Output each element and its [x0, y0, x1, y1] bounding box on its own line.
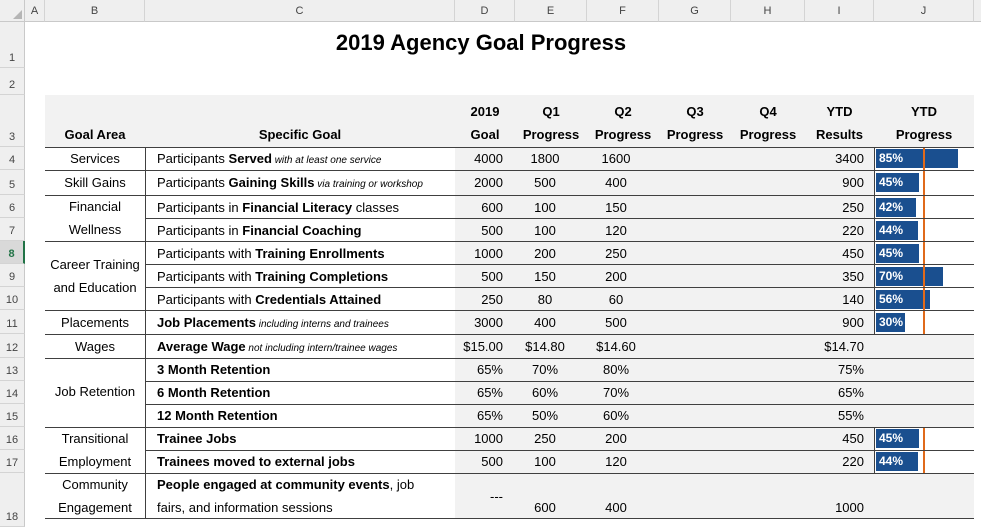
border-row-3: [145, 381, 974, 382]
cell-r15-q1[interactable]: 50%: [531, 408, 559, 423]
progress-label-r8: 45%: [879, 246, 904, 260]
cell-r14-goal[interactable]: 65%: [476, 385, 503, 400]
goal-bold-text: People engaged at community events: [157, 477, 390, 492]
cell-r13-q1[interactable]: 70%: [531, 362, 559, 377]
header-q1[interactable]: Q1: [542, 104, 560, 119]
goal-note: not including intern/trainee wages: [245, 343, 398, 354]
border-group-7: [45, 473, 974, 474]
border-header-bottom: [45, 147, 974, 148]
border-row-0: [145, 218, 974, 219]
header-q4[interactable]: Q4: [759, 104, 777, 119]
goal-bold-text: Average Wage: [157, 339, 246, 354]
column-header-f[interactable]: F: [587, 0, 659, 22]
header-ytd-progress[interactable]: Progress: [895, 127, 953, 142]
area-job-retention[interactable]: Job Retention: [54, 384, 136, 399]
row-header-4[interactable]: 4: [0, 147, 25, 170]
border-area-right: [145, 147, 146, 518]
cell-r11-goal[interactable]: 3000: [474, 315, 503, 330]
cell-r5-goal[interactable]: 2000: [474, 175, 503, 190]
area-transitional[interactable]: Transitional: [61, 431, 129, 446]
cell-r7-ytd[interactable]: 220: [842, 223, 864, 238]
row-header-9[interactable]: 9: [0, 264, 25, 287]
column-header-h[interactable]: H: [731, 0, 805, 22]
cell-r7-q1[interactable]: 100: [534, 223, 556, 238]
column-header-i[interactable]: I: [805, 0, 874, 22]
cell-r4-q2[interactable]: 1600: [601, 151, 631, 166]
progress-label-r16: 45%: [879, 431, 904, 445]
cell-r9-q2[interactable]: 200: [605, 269, 627, 284]
goal-community-events-line2[interactable]: fairs, and information sessions: [157, 500, 333, 515]
goal-text: Participants in: [157, 223, 243, 238]
goal-financial-coaching[interactable]: [157, 219, 361, 242]
goal-job-placements[interactable]: [157, 311, 389, 336]
area-financial[interactable]: Financial: [68, 199, 122, 214]
cell-r9-ytd[interactable]: 350: [842, 269, 864, 284]
goal-trainee-jobs[interactable]: Trainee Jobs: [157, 431, 237, 446]
goal-bold-text: Financial Coaching: [242, 223, 362, 238]
border-group-2: [45, 241, 974, 242]
row-header-14[interactable]: 14: [0, 381, 25, 404]
border-row-5: [145, 450, 974, 451]
column-header-b[interactable]: B: [45, 0, 145, 22]
goal-bold-text: Served: [228, 151, 272, 166]
cell-r5-q2[interactable]: 400: [605, 175, 627, 190]
column-header-j[interactable]: J: [874, 0, 974, 22]
progress-label-r11: 30%: [879, 315, 904, 329]
area-skill-gains[interactable]: Skill Gains: [64, 175, 126, 190]
header-goal-year[interactable]: 2019: [470, 104, 500, 119]
goal-3-month-retention[interactable]: 3 Month Retention: [157, 362, 271, 377]
goal-bold-text: Gaining Skills: [228, 175, 315, 190]
row-header-15[interactable]: 15: [0, 404, 25, 427]
cell-r8-q1[interactable]: 200: [534, 246, 556, 261]
cell-r18-q1[interactable]: 600: [534, 500, 556, 515]
cell-r17-goal[interactable]: 500: [481, 454, 503, 469]
column-header-d[interactable]: D: [455, 0, 515, 22]
goal-text-suffix: , job: [389, 477, 415, 492]
area-engagement[interactable]: Engagement: [58, 500, 132, 515]
goal-text: Participants with: [157, 292, 256, 307]
area-career-training[interactable]: Career Training: [50, 257, 140, 272]
row-header-10[interactable]: 10: [0, 287, 25, 310]
cell-r14-q1[interactable]: 60%: [531, 385, 559, 400]
progress-label-r5: 45%: [879, 175, 904, 189]
cell-r7-q2[interactable]: 120: [605, 223, 627, 238]
header-ytd-results[interactable]: Results: [816, 127, 863, 142]
goal-text-suffix: classes: [352, 200, 400, 215]
column-header-g[interactable]: G: [659, 0, 731, 22]
column-header-e[interactable]: E: [515, 0, 587, 22]
cell-r15-ytd[interactable]: 55%: [837, 408, 864, 423]
goal-bold-text: Training Enrollments: [255, 246, 385, 261]
cell-r18-q2[interactable]: 400: [605, 500, 627, 515]
cell-r15-q2[interactable]: 60%: [602, 408, 630, 423]
cell-r8-goal[interactable]: 1000: [474, 246, 503, 261]
goal-bold-text: Training Completions: [255, 269, 389, 284]
area-and-education[interactable]: and Education: [53, 280, 137, 295]
cell-r11-q2[interactable]: 500: [605, 315, 627, 330]
area-services[interactable]: Services: [70, 151, 120, 166]
goal-community-events[interactable]: [157, 473, 414, 496]
goal-financial-literacy[interactable]: [157, 196, 399, 219]
cell-r10-q1[interactable]: 80: [537, 292, 553, 307]
cell-r18-goal[interactable]: ---: [490, 489, 503, 504]
area-wellness[interactable]: Wellness: [68, 222, 122, 237]
border-group-6: [45, 427, 974, 428]
goal-bold-text: Job Placements: [157, 315, 256, 330]
goal-text: Participants in: [157, 200, 243, 215]
cell-r9-q1[interactable]: 150: [534, 269, 556, 284]
cell-r7-goal[interactable]: 500: [481, 223, 503, 238]
border-group-3: [45, 310, 974, 311]
header-q3[interactable]: Q3: [686, 104, 704, 119]
cell-r9-goal[interactable]: 500: [481, 269, 503, 284]
goal-text: Participants: [157, 175, 229, 190]
border-row-2: [145, 287, 974, 288]
goal-12-month-retention[interactable]: 12 Month Retention: [157, 408, 278, 423]
progress-label-r7: 44%: [879, 223, 904, 237]
row-header-2[interactable]: 2: [0, 68, 25, 95]
goal-note: via training or workshop: [314, 179, 423, 190]
cell-r14-ytd[interactable]: 65%: [837, 385, 864, 400]
cell-r6-q2[interactable]: 150: [605, 200, 627, 215]
cell-r13-ytd[interactable]: 75%: [837, 362, 864, 377]
progress-label-r4: 85%: [879, 151, 904, 165]
cell-r14-q2[interactable]: 70%: [602, 385, 630, 400]
goal-note: with at least one service: [271, 155, 382, 166]
goal-credentials-attained[interactable]: [157, 288, 381, 311]
header-q1-progress[interactable]: Progress: [522, 127, 580, 142]
cell-r4-ytd[interactable]: 3400: [835, 151, 864, 166]
area-placements[interactable]: Placements: [61, 315, 129, 330]
row-header-7[interactable]: 7: [0, 218, 25, 241]
goal-text: Participants with: [157, 246, 256, 261]
goal-bold-text: Credentials Attained: [255, 292, 382, 307]
cell-r11-ytd[interactable]: 900: [842, 315, 864, 330]
area-wages[interactable]: Wages: [75, 339, 115, 354]
cell-r5-q1[interactable]: 500: [534, 175, 556, 190]
header-q3-progress[interactable]: Progress: [666, 127, 724, 142]
border-group-5: [45, 358, 974, 359]
row-header-1[interactable]: 1: [0, 22, 25, 68]
cell-r8-ytd[interactable]: 450: [842, 246, 864, 261]
cell-r12-q1[interactable]: $14.80: [525, 339, 565, 354]
cell-r4-goal[interactable]: 4000: [474, 151, 503, 166]
cell-r15-goal[interactable]: 65%: [476, 408, 503, 423]
goal-average-wage[interactable]: [157, 335, 397, 360]
cell-r13-goal[interactable]: 65%: [476, 362, 503, 377]
cell-r5-ytd[interactable]: 900: [842, 175, 864, 190]
area-employment[interactable]: Employment: [58, 454, 132, 469]
header-q4-progress[interactable]: Progress: [739, 127, 797, 142]
border-group-8: [45, 518, 974, 519]
row-header-8[interactable]: 8: [0, 241, 25, 264]
header-goal-area[interactable]: Goal Area: [64, 127, 126, 142]
cell-r13-q2[interactable]: 80%: [602, 362, 630, 377]
sheet-title[interactable]: 2019 Agency Goal Progress: [335, 30, 627, 55]
goal-served[interactable]: [157, 147, 381, 172]
progress-label-r10: 56%: [879, 292, 904, 306]
cell-r16-q2[interactable]: 200: [605, 431, 627, 446]
cell-r17-ytd[interactable]: 220: [842, 454, 864, 469]
cell-r18-ytd[interactable]: 1000: [835, 500, 864, 515]
cell-r4-q1[interactable]: 1800: [530, 151, 560, 166]
row-header-5[interactable]: 5: [0, 170, 25, 195]
column-header-k[interactable]: [974, 0, 981, 22]
header-ytdp[interactable]: YTD: [911, 104, 937, 119]
column-header-a[interactable]: A: [25, 0, 45, 22]
progress-label-r9: 70%: [879, 269, 904, 283]
cell-r12-ytd[interactable]: $14.70: [824, 339, 864, 354]
cell-r16-q1[interactable]: 250: [534, 431, 556, 446]
cell-r10-goal[interactable]: 250: [481, 292, 503, 307]
border-progress-left-top: [874, 147, 875, 334]
border-progress-left-bottom: [874, 427, 875, 473]
area-community[interactable]: Community: [62, 477, 128, 492]
header-q2-progress[interactable]: Progress: [594, 127, 652, 142]
header-specific-goal[interactable]: Specific Goal: [258, 127, 342, 142]
cell-r17-q2[interactable]: 120: [605, 454, 627, 469]
goal-gaining-skills[interactable]: [157, 171, 423, 196]
goal-note: including interns and trainees: [256, 319, 389, 330]
goal-text: Participants: [157, 151, 229, 166]
cell-r16-ytd[interactable]: 450: [842, 431, 864, 446]
cell-r10-ytd[interactable]: 140: [842, 292, 864, 307]
border-row-1: [145, 264, 974, 265]
cell-r12-q2[interactable]: $14.60: [596, 339, 636, 354]
cell-r6-goal[interactable]: 600: [481, 200, 503, 215]
header-ytd[interactable]: YTD: [826, 104, 853, 119]
goal-training-enrollments[interactable]: [157, 242, 385, 265]
cell-r6-q1[interactable]: 100: [534, 200, 556, 215]
row-header-11[interactable]: 11: [0, 310, 25, 334]
row-header-17[interactable]: 17: [0, 450, 25, 473]
goal-text: Participants with: [157, 269, 256, 284]
goal-bold-text: Financial Literacy: [242, 200, 353, 215]
header-goal[interactable]: Goal: [470, 127, 500, 142]
progress-label-r6: 42%: [879, 200, 904, 214]
goal-training-completions[interactable]: [157, 265, 388, 288]
row-header-6[interactable]: 6: [0, 195, 25, 218]
row-header-13[interactable]: 13: [0, 358, 25, 381]
header-q2[interactable]: Q2: [614, 104, 632, 119]
cell-r8-q2[interactable]: 250: [605, 246, 627, 261]
cell-r10-q2[interactable]: 60: [608, 292, 624, 307]
row-header-12[interactable]: 12: [0, 334, 25, 358]
row-header-16[interactable]: 16: [0, 427, 25, 450]
goal-6-month-retention[interactable]: 6 Month Retention: [157, 385, 271, 400]
progress-label-r17: 44%: [879, 454, 904, 468]
cell-r17-q1[interactable]: 100: [534, 454, 556, 469]
border-group-1: [45, 195, 974, 196]
cell-r6-ytd[interactable]: 250: [842, 200, 864, 215]
select-all-corner[interactable]: [0, 0, 25, 22]
goal-trainees-external-jobs[interactable]: Trainees moved to external jobs: [157, 454, 355, 469]
border-group-0: [45, 170, 974, 171]
cell-r16-goal[interactable]: 1000: [474, 431, 503, 446]
border-row-4: [145, 404, 974, 405]
cell-r11-q1[interactable]: 400: [534, 315, 556, 330]
border-group-4: [45, 334, 974, 335]
row-header-3[interactable]: 3: [0, 95, 25, 147]
column-header-c[interactable]: C: [145, 0, 455, 22]
row-header-18[interactable]: 18: [0, 473, 25, 527]
cell-r12-goal[interactable]: $15.00: [463, 339, 503, 354]
